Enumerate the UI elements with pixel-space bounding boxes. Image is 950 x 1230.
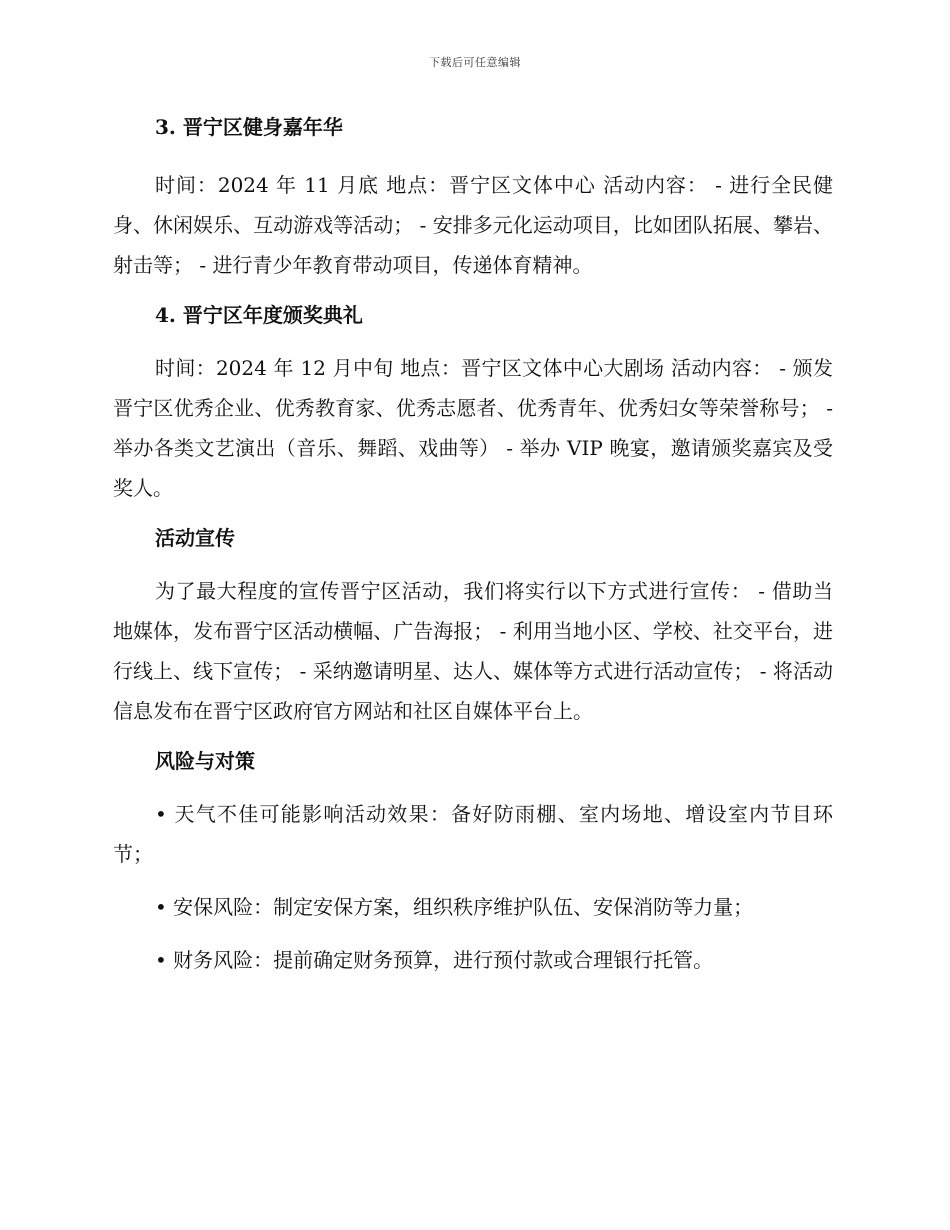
section-heading-promotion: 活动宣传 xyxy=(155,526,235,550)
risk-item-security: • 安保风险：制定安保方案，组织秩序维护队伍、安保消防等力量； xyxy=(155,895,754,919)
section-heading-fitness-carnival: 3. 晋宁区健身嘉年华 xyxy=(155,115,343,139)
section-body-promotion: 为了最大程度的宣传晋宁区活动，我们将实行以下方式进行宣传： - 借助当地媒体，发布晋宁区活动横幅、广告海报； - 利用当地小区、学校、社交平台，进行线上、线下宣传； - 采纳邀请明星、达人、媒体等方式进行活动宣传； - 将活动信息发布在晋宁区政府官方网站和社区自媒体平台上。 xyxy=(113,579,833,723)
section-body-fitness-carnival: 时间：2024 年 11 月底 地点：晋宁区文体中心 活动内容： - 进行全民健身、休闲娱乐、互动游戏等活动； - 安排多元化运动项目，比如团队拓展、攀岩、射击等； - 进行青少年教育带动项目，传递体育精神。 xyxy=(113,173,833,277)
section-heading-awards-ceremony: 4. 晋宁区年度颁奖典礼 xyxy=(155,303,363,327)
page-header: 下载后可任意编辑 xyxy=(429,56,521,69)
risk-item-weather: • 天气不佳可能影响活动效果：备好防雨棚、室内场地、增设室内节目环节； xyxy=(113,802,833,866)
section-body-awards-ceremony: 时间：2024 年 12 月中旬 地点：晋宁区文体中心大剧场 活动内容： - 颁发晋宁区优秀企业、优秀教育家、优秀志愿者、优秀青年、优秀妇女等荣誉称号； - 举办各类文艺演出（音乐、舞蹈、戏曲等） - 举办 VIP 晚宴，邀请颁奖嘉宾及受奖人。 xyxy=(113,356,833,500)
section-heading-risks: 风险与对策 xyxy=(155,749,255,773)
risk-item-finance: • 财务风险：提前确定财务预算，进行预付款或合理银行托管。 xyxy=(155,948,714,972)
document-body xyxy=(113,110,833,980)
